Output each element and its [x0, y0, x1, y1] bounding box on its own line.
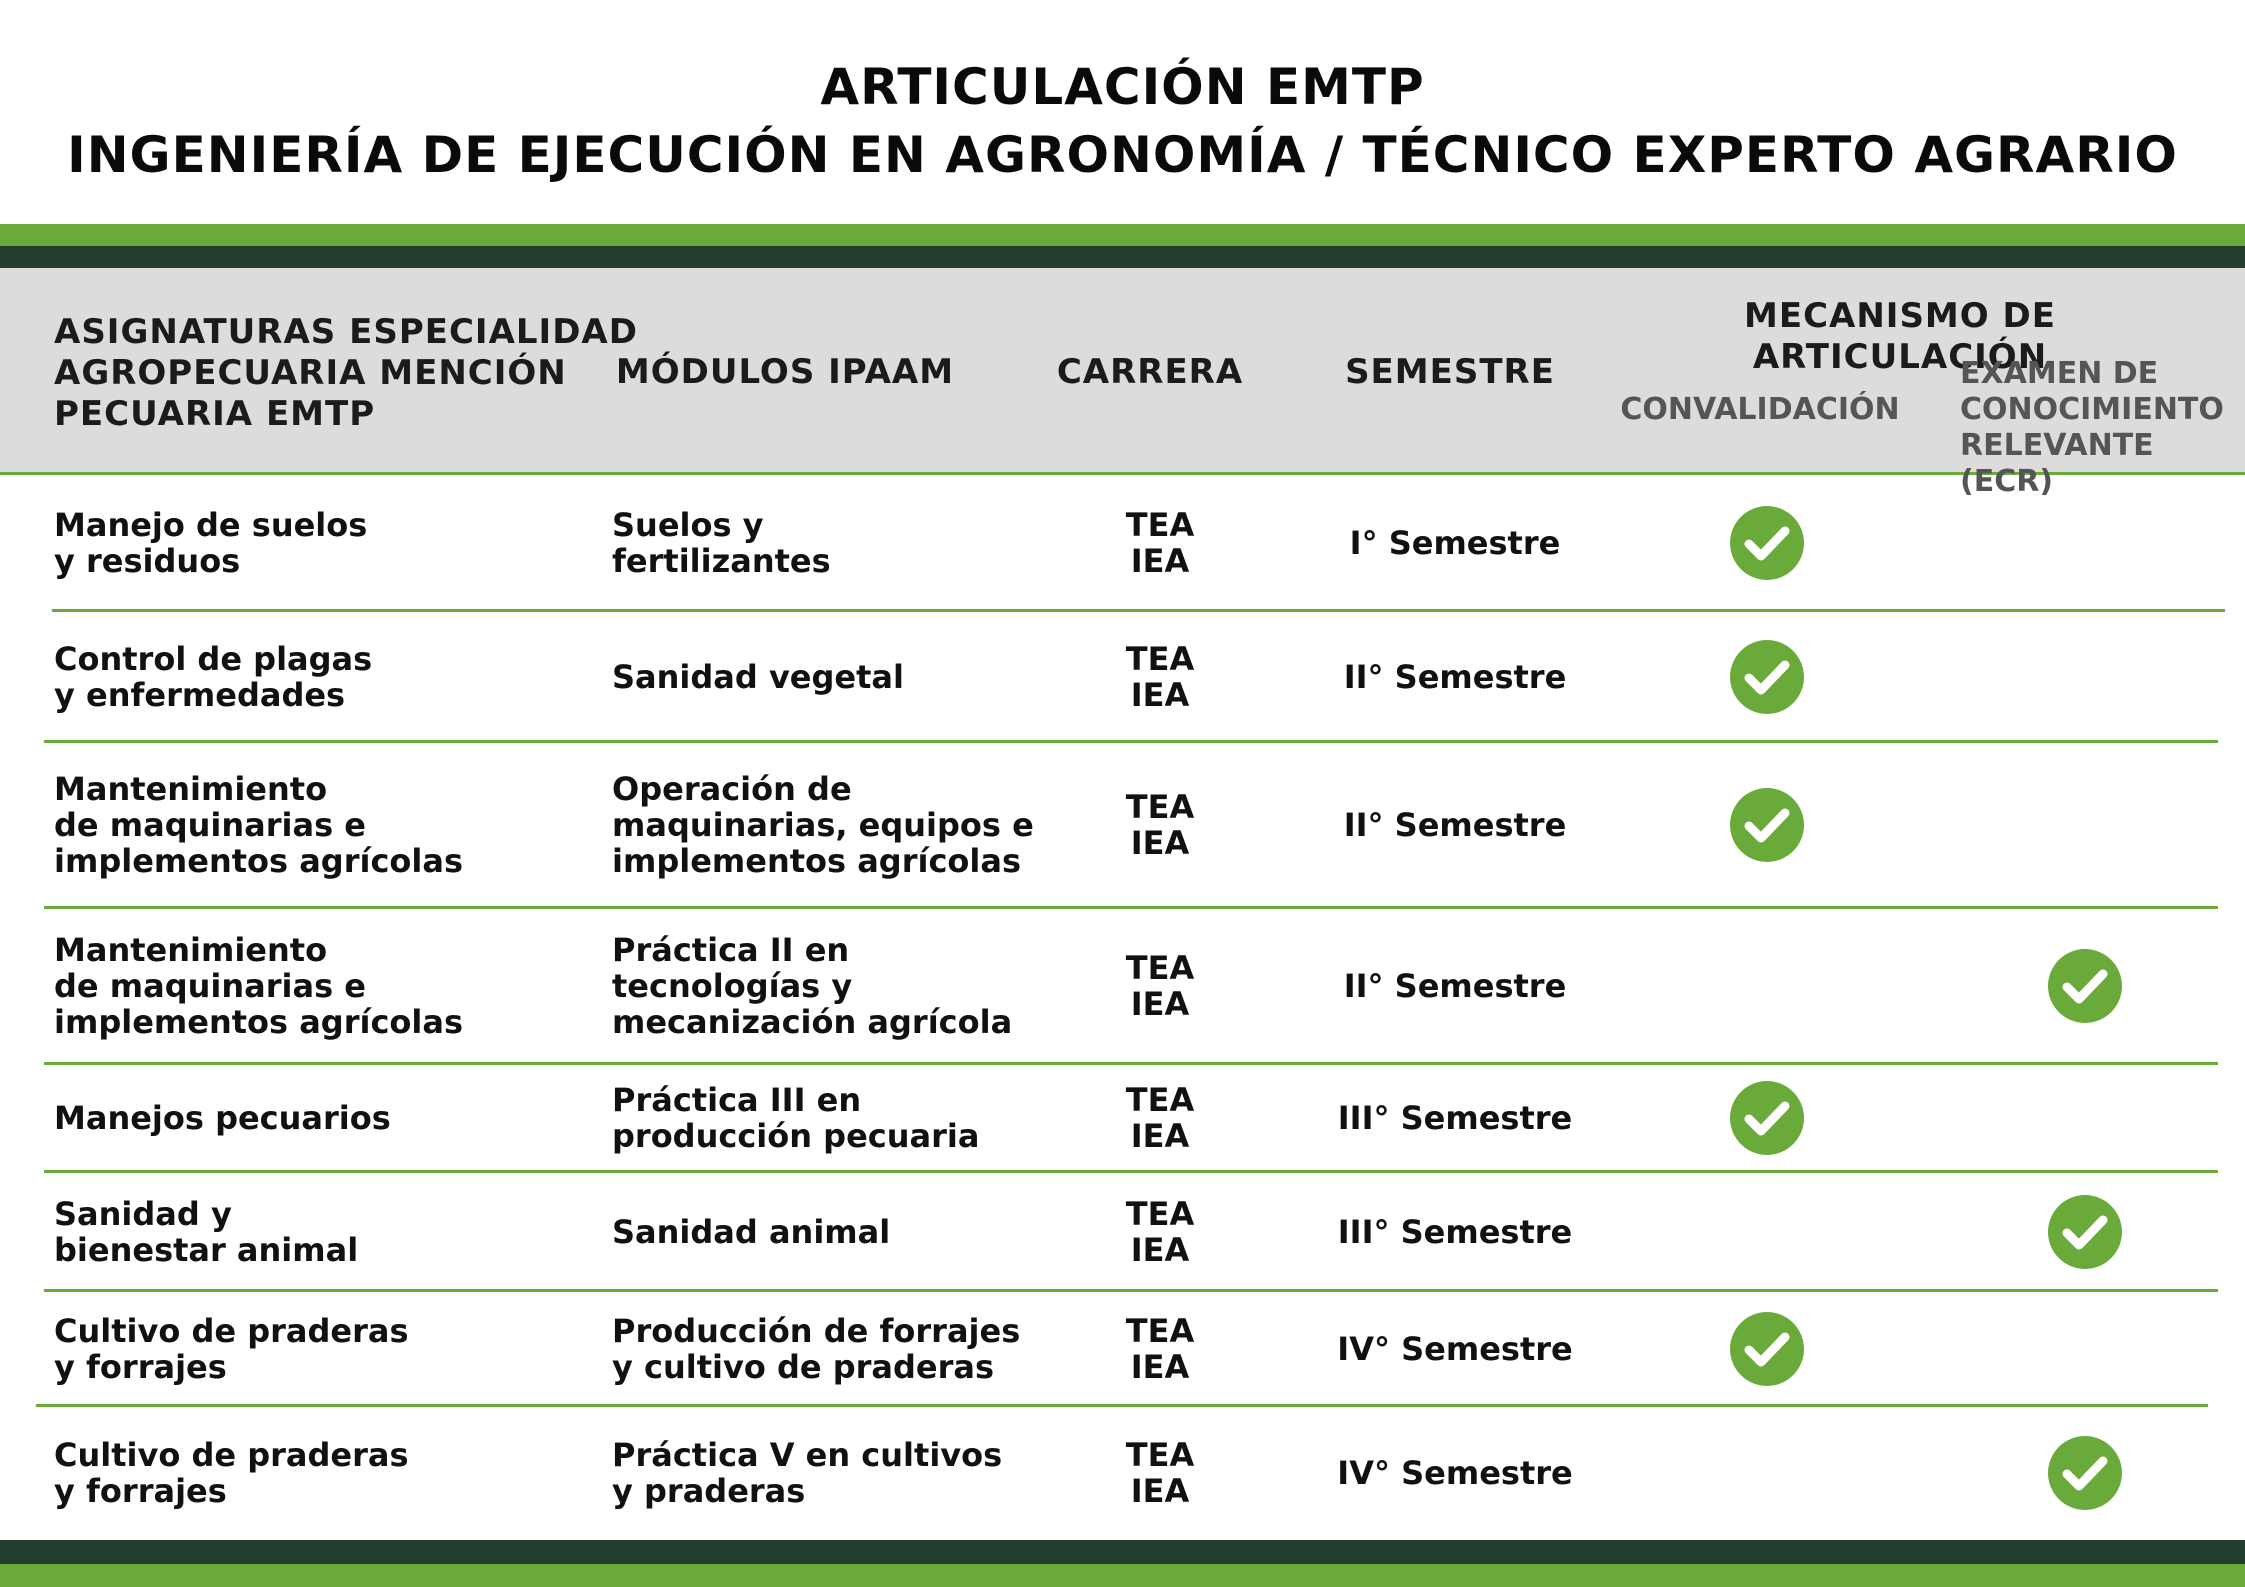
subject-line: Manejos pecuarios [54, 1099, 391, 1137]
subject-line: implementos agrícolas [54, 1003, 463, 1041]
module-cell [612, 659, 904, 695]
semester-cell: II° Semestre [1343, 806, 1567, 844]
subject-line: bienestar animal [54, 1230, 359, 1269]
career-cell [1080, 641, 1240, 713]
header-subjects-line: PECUARIA EMTP [54, 394, 376, 434]
subject-line: Mantenimiento [54, 770, 328, 808]
subject-line: Control de plagas [54, 639, 373, 678]
module-line: y cultivo de praderas [612, 1347, 995, 1386]
header-ecr-line: EXAMEN DE [1960, 356, 2159, 391]
row-divider [52, 609, 2225, 612]
subject-line: Manejo de suelos [54, 506, 368, 544]
module-line: Práctica II en [612, 931, 850, 969]
career-line: IEA [1130, 1117, 1190, 1155]
check-circle-icon [1730, 788, 1804, 862]
career-line: IEA [1130, 1472, 1190, 1510]
module-line: y praderas [612, 1472, 806, 1510]
subject-line: implementos agrícolas [54, 842, 463, 880]
career-cell [1080, 1082, 1240, 1154]
semester-cell: III° Semestre [1337, 1099, 1573, 1137]
career-cell [1080, 1313, 1240, 1385]
module-line: mecanización agrícola [612, 1003, 1013, 1041]
semester-cell: I° Semestre [1349, 524, 1561, 562]
career-cell [1080, 1196, 1240, 1268]
module-line: fertilizantes [612, 542, 831, 580]
subject-line: y forrajes [54, 1472, 227, 1510]
subject-line: Cultivo de praderas [54, 1436, 409, 1474]
page-title: ARTICULACIÓN EMTP [820, 58, 1425, 116]
header-modules: MÓDULOS IPAAM [615, 352, 955, 392]
module-cell [612, 1313, 1020, 1385]
subject-cell [54, 1437, 409, 1509]
header-mechanism: MECANISMO DE ARTICULACIÓN [1744, 296, 2056, 377]
check-circle-icon [2048, 1195, 2122, 1269]
header-subjects-line: AGROPECUARIA MENCIÓN [54, 353, 567, 393]
check-circle-icon [1730, 1312, 1804, 1386]
row-divider [44, 740, 2218, 743]
semester-cell: II° Semestre [1343, 657, 1567, 696]
career-cell [1080, 789, 1240, 861]
career-cell [1080, 950, 1240, 1022]
career-line: TEA [1125, 788, 1195, 826]
subject-line: y enfermedades [54, 675, 346, 714]
subject-cell [54, 1100, 391, 1136]
check-circle-icon [2048, 1436, 2122, 1510]
row-divider [36, 1404, 2208, 1407]
module-cell [612, 1214, 890, 1250]
module-line: maquinarias, equipos e [612, 806, 1034, 844]
page-subtitle: INGENIERÍA DE EJECUCIÓN EN AGRONOMÍA / TÉCNICO EXPERTO AGRARIO [67, 126, 2178, 184]
module-cell [612, 507, 831, 579]
semester-cell: III° Semestre [1337, 1212, 1573, 1251]
module-line: tecnologías y [612, 967, 853, 1005]
career-line: IEA [1130, 1347, 1190, 1386]
module-line: Práctica V en cultivos [612, 1436, 1003, 1474]
subject-line: de maquinarias e [54, 967, 366, 1005]
top-green-bar [0, 224, 2245, 246]
row-divider [44, 906, 2218, 909]
career-line: IEA [1130, 824, 1190, 862]
subject-line: Mantenimiento [54, 931, 328, 969]
module-line: producción pecuaria [612, 1117, 980, 1155]
check-circle-icon [2048, 949, 2122, 1023]
subject-line: y forrajes [54, 1347, 227, 1386]
subject-cell [54, 641, 372, 713]
check-circle-icon [1730, 1081, 1804, 1155]
row-divider [44, 1170, 2218, 1173]
career-cell [1080, 507, 1240, 579]
subject-cell [54, 1313, 409, 1385]
row-divider [44, 1289, 2218, 1292]
top-dark-bar [0, 246, 2245, 268]
module-line: Práctica III en [612, 1081, 862, 1119]
header-subjects [54, 312, 638, 435]
subject-cell [54, 932, 463, 1040]
header-semester: SEMESTRE [1345, 352, 1555, 392]
check-circle-icon [1730, 506, 1804, 580]
row-divider [44, 1062, 2218, 1065]
career-line: TEA [1125, 1194, 1195, 1233]
subject-line: Sanidad y [54, 1194, 232, 1233]
semester-cell: IV° Semestre [1337, 1454, 1573, 1492]
career-line: TEA [1125, 1311, 1195, 1350]
career-line: TEA [1125, 506, 1195, 544]
header-career: CARRERA [1056, 352, 1244, 392]
career-line: IEA [1130, 542, 1190, 580]
career-line: IEA [1130, 985, 1190, 1023]
subject-line: de maquinarias e [54, 806, 366, 844]
subject-line: Cultivo de praderas [54, 1311, 409, 1350]
header-divider [0, 472, 2245, 475]
career-line: TEA [1125, 1436, 1195, 1474]
career-line: TEA [1125, 949, 1195, 987]
career-line: TEA [1125, 639, 1195, 678]
career-line: TEA [1125, 1081, 1195, 1119]
header-convalidacion: CONVALIDACIÓN [1620, 392, 1900, 427]
career-line: IEA [1130, 1230, 1190, 1269]
bottom-dark-bar [0, 1540, 2245, 1564]
subject-cell [54, 507, 367, 579]
module-line: implementos agrícolas [612, 842, 1021, 880]
module-line: Producción de forrajes [612, 1311, 1021, 1350]
module-cell [612, 1082, 979, 1154]
career-cell [1080, 1437, 1240, 1509]
semester-cell: IV° Semestre [1337, 1329, 1573, 1368]
bottom-green-bar [0, 1564, 2245, 1587]
subject-cell [54, 1196, 358, 1268]
career-line: IEA [1130, 675, 1190, 714]
check-circle-icon [1730, 640, 1804, 714]
header-subjects-line: ASIGNATURAS ESPECIALIDAD [54, 312, 638, 352]
module-line: Sanidad animal [612, 1212, 891, 1251]
module-line: Suelos y [612, 506, 764, 544]
subject-line: y residuos [54, 542, 241, 580]
module-cell [612, 1437, 1002, 1509]
header-ecr [1960, 356, 2245, 500]
header-ecr-line: RELEVANTE (ECR) [1960, 428, 2154, 499]
module-cell [612, 771, 1034, 879]
module-cell [612, 932, 1012, 1040]
semester-cell: II° Semestre [1343, 967, 1567, 1005]
module-line: Operación de [612, 770, 852, 808]
subject-cell [54, 771, 463, 879]
module-line: Sanidad vegetal [612, 657, 904, 696]
header-ecr-line: CONOCIMIENTO [1960, 392, 2224, 427]
